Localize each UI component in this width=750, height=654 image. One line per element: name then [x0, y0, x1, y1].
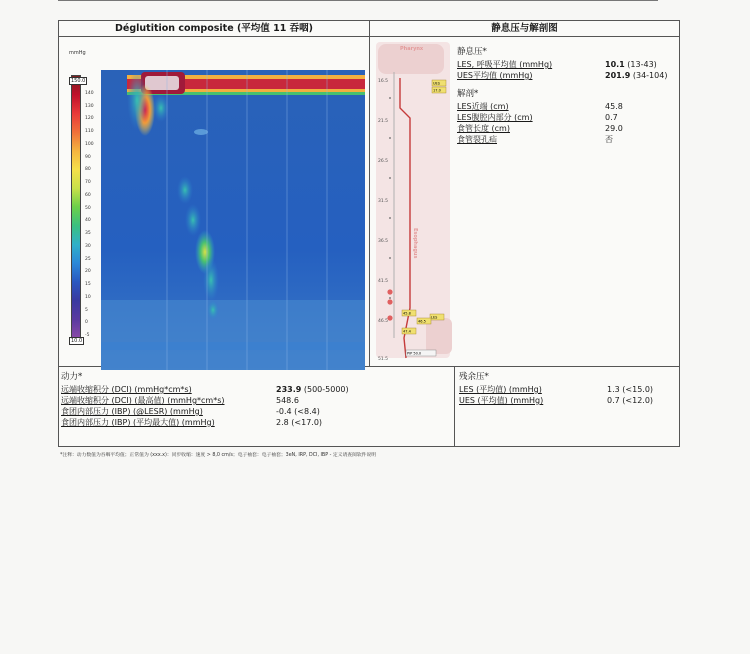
- rest-row: [457, 70, 679, 81]
- residual-label: LES (平均值) (mmHg): [459, 385, 542, 394]
- residual-title: 残余压*: [459, 372, 489, 382]
- residual-range: (<12.0): [619, 396, 654, 405]
- esophagus-anatomy-diagram: [370, 38, 455, 364]
- scale-tick-label: 15: [85, 282, 91, 288]
- depth-label: 36.5: [378, 239, 389, 244]
- dynamics-section: [61, 370, 453, 428]
- anatomy-row: [457, 112, 679, 123]
- dynamics-title: 动力*: [61, 372, 83, 382]
- rest-range: (34-104): [630, 71, 668, 80]
- rest-pressure-title: 静息压*: [457, 47, 487, 57]
- scale-tick-label: 140: [85, 91, 94, 96]
- scale-tick-label: 80: [85, 167, 91, 173]
- anatomy-row: [457, 101, 679, 112]
- residual-row: [459, 395, 677, 406]
- rest-value: 10.1: [605, 60, 625, 69]
- rest-anatomy-values: [457, 45, 679, 145]
- dynamics-label: 食团内部压力 (IBP) (@LESR) (mmHg): [61, 407, 203, 416]
- scale-min-label: 10.0: [71, 338, 83, 344]
- les-tag: LES: [431, 315, 438, 320]
- scale-tick-label: 130: [85, 103, 94, 109]
- bottom-column-divider: [454, 366, 455, 446]
- pip-tag: PIP 50.0: [407, 351, 422, 356]
- les-tag: 45.8: [403, 311, 411, 316]
- dynamics-value: 548.6: [276, 396, 299, 405]
- scale-tick-label: 110: [85, 129, 94, 135]
- rest-label: UES平均值 (mmHg): [457, 71, 533, 80]
- color-scale-bar: [71, 75, 81, 339]
- depth-label: 31.5: [378, 199, 389, 204]
- depth-label: 16.5: [378, 79, 389, 84]
- pressure-topography-panel: [59, 37, 369, 366]
- scale-tick-label: 40: [85, 218, 91, 224]
- anatomy-value: 0.7: [605, 113, 618, 122]
- top-rule: [58, 0, 658, 4]
- residual-label: UES (平均值) (mmHg): [459, 396, 544, 405]
- dynamics-row: [61, 417, 453, 428]
- dynamics-row: [61, 395, 453, 406]
- anatomy-label: 食管裂孔疝: [457, 135, 497, 144]
- dynamics-range: (<17.0): [288, 418, 323, 427]
- scale-tick-label: 10: [85, 294, 91, 300]
- pressure-unit-label: mmHg: [69, 50, 86, 56]
- dynamics-row: [61, 406, 453, 417]
- dynamics-value: 233.9: [276, 385, 302, 394]
- footnote: *注释：动力数值为吞咽平均值；正常值为 (xxx.x)：同步收缩：速度 > 8,0 cm/s；电子袖套：电子袖套；3eN, IRP, DCI, IBP - 定义请查阅软件说明: [60, 453, 377, 458]
- rest-anatomy-header: 静息压与解剖图: [369, 21, 679, 37]
- depth-label: 21.5: [378, 119, 389, 124]
- rest-value: 201.9: [605, 71, 631, 80]
- dynamics-value: -0.4: [276, 407, 292, 416]
- dynamics-range: (<8.4): [291, 407, 320, 416]
- rest-label: LES, 呼吸平均值 (mmHg): [457, 60, 553, 69]
- scale-tick-label: -5: [85, 333, 90, 338]
- dynamics-label: 食团内部压力 (IBP) (平均最大值) (mmHg): [61, 418, 215, 427]
- pharynx-label: Pharynx: [400, 46, 424, 52]
- ues-tag: 17.0: [433, 88, 441, 93]
- dynamics-value: 2.8: [276, 418, 289, 427]
- scale-tick-label: 30: [85, 243, 91, 249]
- scale-tick-label: 20: [85, 269, 91, 275]
- anatomy-row: [457, 123, 679, 134]
- depth-label: 46.5: [378, 319, 389, 324]
- anatomy-title: 解剖*: [457, 89, 479, 99]
- dynamics-label: 远端收缩积分 (DCI) (mmHg*cm*s): [61, 385, 192, 394]
- residual-value: 1.3: [607, 385, 620, 394]
- anatomy-row: [457, 134, 679, 145]
- scale-tick-label: 90: [85, 154, 91, 160]
- residual-pressure-section: [459, 370, 677, 406]
- rest-range: (13-43): [624, 60, 657, 69]
- dynamics-range: (500-5000): [301, 385, 349, 394]
- anatomy-label: LES腹腔内部分 (cm): [457, 113, 533, 122]
- ues-tag: UES: [433, 81, 440, 86]
- scale-tick-label: 100: [85, 141, 94, 147]
- depth-label: 26.5: [378, 159, 389, 164]
- dynamics-row: [61, 384, 453, 395]
- anatomy-value: 29.0: [605, 124, 623, 133]
- depth-label: 51.5: [378, 357, 389, 362]
- depth-label: 41.5: [378, 279, 389, 284]
- anatomy-label: LES近端 (cm): [457, 102, 509, 111]
- scale-tick-label: 5: [85, 307, 88, 313]
- scale-tick-label: 60: [85, 192, 91, 198]
- anatomy-value: 45.8: [605, 102, 623, 111]
- rest-row: [457, 59, 679, 70]
- dynamics-label: 远端收缩积分 (DCI) (最高值) (mmHg*cm*s): [61, 396, 225, 405]
- residual-value: 0.7: [607, 396, 620, 405]
- scale-tick-label: 35: [85, 231, 91, 237]
- esophagus-label: Esophagus: [412, 228, 418, 259]
- scale-tick-label: 0: [85, 320, 88, 326]
- composite-swallow-header: Déglutition composite (平均值 11 吞咽): [59, 21, 369, 37]
- scale-tick-label: 50: [85, 205, 91, 211]
- anatomy-value: 否: [605, 135, 613, 144]
- scale-max-label: 150.0: [71, 78, 86, 84]
- residual-row: [459, 384, 677, 395]
- pressure-topography-heatmap: [101, 70, 365, 370]
- scale-tick-label: 70: [85, 180, 91, 186]
- les-tag: 46.5: [418, 319, 426, 324]
- anatomy-label: 食管长度 (cm): [457, 124, 510, 133]
- residual-range: (<15.0): [619, 385, 654, 394]
- scale-tick-label: 120: [85, 116, 94, 122]
- les-tag: 47.4: [403, 329, 411, 334]
- scale-tick-label: 25: [85, 256, 91, 262]
- manometry-report: [58, 20, 680, 447]
